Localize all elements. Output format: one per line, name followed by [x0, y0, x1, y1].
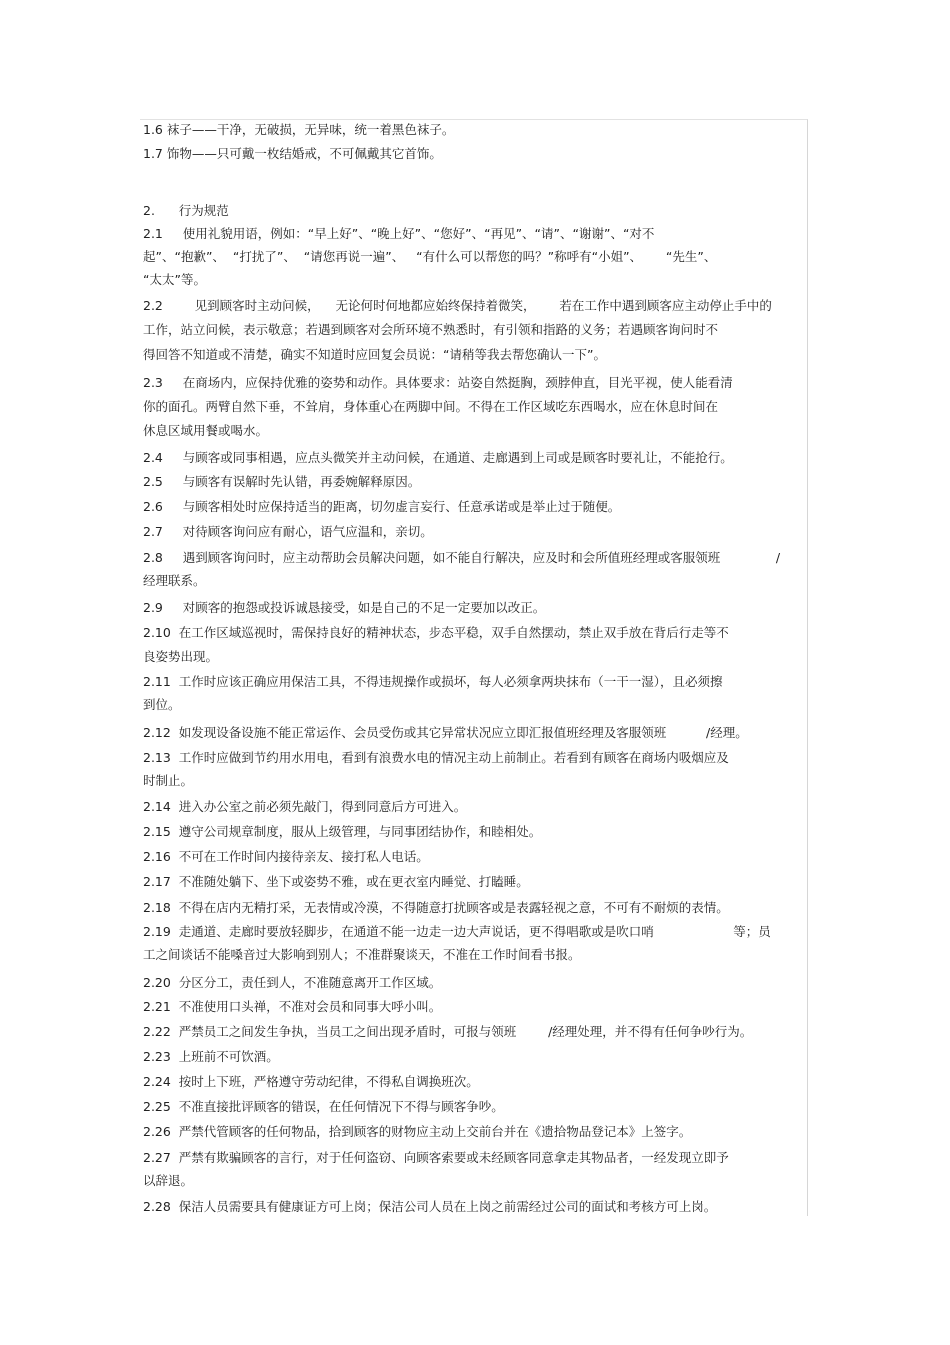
text-line: 休息区域用餐或喝水。 — [143, 423, 269, 438]
text-line: 2.8 遇到顾客询问时，应主动帮助会员解决问题，如不能自行解决，应及时和会所值班经理或客服领班 / — [143, 550, 781, 565]
text-line: 2.19 走通道、走廊时要放轻脚步，在通道不能一边走一边大声说话，更不得唱歌或是吹口哨 等；员 — [143, 924, 771, 939]
text-line: 2.7 对待顾客询问应有耐心，语气应温和，亲切。 — [143, 524, 433, 539]
text-line: 2.9 对顾客的抱怨或投诉诚恳接受，如是自己的不足一定要加以改正。 — [143, 600, 546, 615]
text-line: 得回答不知道或不清楚，确实不知道时应回复会员说：“请稍等我去帮您确认一下”。 — [143, 347, 606, 362]
text-line: 2.21 不准使用口头禅，不准对会员和同事大呼小叫。 — [143, 999, 442, 1014]
text-line: 2.2 见到顾客时主动问候， 无论何时何地都应始终保持着微笑， 若在工作中遇到顾客应主动停止手中的 — [143, 298, 772, 313]
text-line: 2.20 分区分工，责任到人，不准随意离开工作区域。 — [143, 975, 442, 990]
text-line: 工作，站立问候，表示敬意；若遇到顾客对会所环境不熟悉时，有引领和指路的义务；若遇顾客询问时不 — [143, 322, 719, 337]
text-line: 起”、“抱歉”、 “打扰了”、 “请您再说一遍”、 “有什么可以帮您的吗？”称呼有“小姐”、 “先生”、 — [143, 249, 717, 264]
text-line: 2.3 在商场内，应保持优雅的姿势和动作。具体要求：站姿自然挺胸，颈脖伸直，目光平视，使人能看清 — [143, 375, 733, 390]
text-line: 2.1 使用礼貌用语，例如：“早上好”、“晚上好”、“您好”、“再见”、“请”、“谢谢”、“对不 — [143, 226, 655, 241]
text-line: 2.15 遵守公司规章制度，服从上级管理，与同事团结协作，和睦相处。 — [143, 824, 542, 839]
text-line: 以辞退。 — [143, 1173, 194, 1188]
text-line: 时制止。 — [143, 773, 194, 788]
section-heading: 2. 行为规范 — [143, 203, 229, 218]
text-line: 良姿势出现。 — [143, 649, 219, 664]
text-line: 经理联系。 — [143, 573, 206, 588]
text-line: 2.13 工作时应做到节约用水用电，看到有浪费水电的情况主动上前制止。若看到有顾客在商场内吸烟应及 — [143, 750, 729, 765]
text-line: 2.28 保洁人员需要具有健康证方可上岗；保洁公司人员在上岗之前需经过公司的面试和考核方可上岗。 — [143, 1199, 717, 1214]
text-line: 2.25 不准直接批评顾客的错误，在任何情况下不得与顾客争吵。 — [143, 1099, 504, 1114]
text-line: 2.22 严禁员工之间发生争执，当员工之间出现矛盾时，可报与领班 /经理处理，并不得有任何争吵行为。 — [143, 1024, 753, 1039]
text-line: 2.27 严禁有欺骗顾客的言行，对于任何盗窃、向顾客索要或未经顾客同意拿走其物品者，一经发现立即予 — [143, 1150, 729, 1165]
text-line: 2.24 按时上下班，严格遵守劳动纪律，不得私自调换班次。 — [143, 1074, 479, 1089]
text-line: 2.4 与顾客或同事相遇，应点头微笑并主动问候，在通道、走廊遇到上司或是顾客时要礼让，不能抢行。 — [143, 450, 733, 465]
text-line: 2.10 在工作区域巡视时，需保持良好的精神状态，步态平稳，双手自然摆动，禁止双手放在背后行走等不 — [143, 625, 729, 640]
text-line: 到位。 — [143, 697, 181, 712]
text-line: 2.14 进入办公室之前必须先敲门，得到同意后方可进入。 — [143, 799, 467, 814]
text-line: 2.23 上班前不可饮酒。 — [143, 1049, 279, 1064]
text-line: 2.17 不准随处躺下、坐下或姿势不雅，或在更衣室内睡觉、打瞌睡。 — [143, 874, 529, 889]
text-line: 1.7 饰物——只可戴一枚结婚戒，不可佩戴其它首饰。 — [143, 146, 442, 161]
text-line: 2.16 不可在工作时间内接待亲友、接打私人电话。 — [143, 849, 429, 864]
text-line: 2.26 严禁代管顾客的任何物品，拾到顾客的财物应主动上交前台并在《遗拾物品登记本》上签字。 — [143, 1124, 692, 1139]
text-line: 2.5 与顾客有误解时先认错，再委婉解释原因。 — [143, 474, 421, 489]
text-line: 2.18 不得在店内无精打采，无表情或冷漠，不得随意打扰顾客或是表露轻视之意，不可有不耐烦的表情。 — [143, 900, 729, 915]
text-line: 2.6 与顾客相处时应保持适当的距离，切勿虚言妄行、任意承诺或是举止过于随便。 — [143, 499, 621, 514]
text-line: 你的面孔。两臂自然下垂，不耸肩，身体重心在两脚中间。不得在工作区域吃东西喝水，应在休息时间在 — [143, 399, 719, 414]
text-line: 2.11 工作时应该正确应用保洁工具，不得违规操作或损坏，每人必须拿两块抹布（一干一湿），且必须擦 — [143, 674, 723, 689]
text-line: 1.6 袜子——干净，无破损，无异味，统一着黑色袜子。 — [143, 122, 455, 137]
text-line: 工之间谈话不能嗓音过大影响到别人；不准群聚谈天，不准在工作时间看书报。 — [143, 947, 581, 962]
text-line: 2.12 如发现设备设施不能正常运作、会员受伤或其它异常状况应立即汇报值班经理及客服领班 /经理。 — [143, 725, 748, 740]
text-line: “太太”等。 — [143, 272, 206, 287]
